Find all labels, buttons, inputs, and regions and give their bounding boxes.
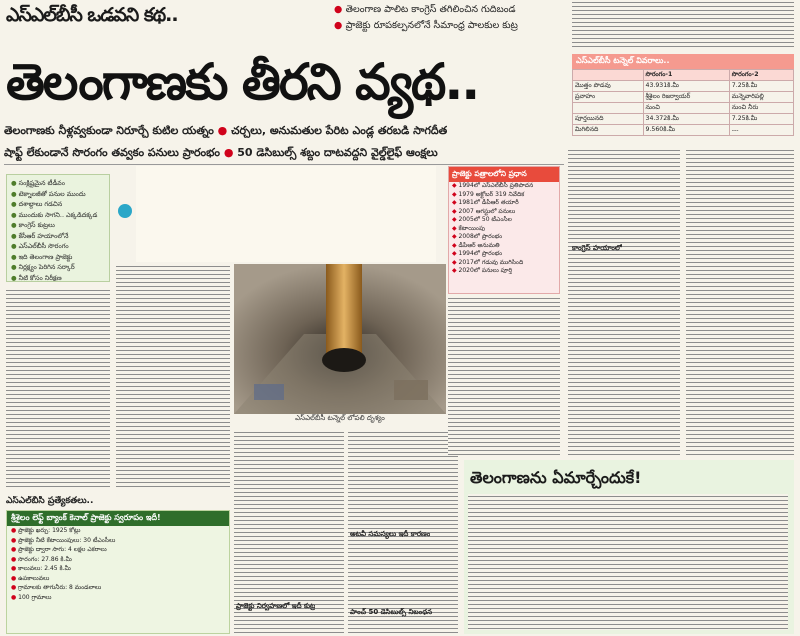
list-item: ◆ 1981లో డీపీఆర్‌ తయారీ — [449, 199, 559, 208]
list-item: ● కాలువలు: 2.45 కి.మీ — [7, 564, 229, 574]
table-title: ఎస్‌ఎల్‌బీసీ టన్నెల్‌ వివరాలు.. — [572, 54, 794, 69]
list-item: ◆ 2017లో గడువు ముగిసింది — [449, 259, 559, 268]
list-item: ◆ 2020లో పనులు పూర్తి — [449, 267, 559, 276]
list-item: ● కాంగ్రెస్‌ కుట్రలు — [11, 220, 105, 231]
table-row: పూర్తయినది 34.372కి.మీ 7.25కి.మీ — [573, 114, 794, 125]
list-item: ● దశాబ్దాలు గడచిన — [11, 199, 105, 210]
bullet-dot-icon: ● — [223, 146, 238, 159]
list-item: ● ప్రాజెక్టు ఖర్చు: 1925 కోట్లు — [7, 526, 229, 536]
subline: షాఫ్ట్‌ లేకుండానే సొరంగం తవ్వకం పనులు ప్రారంభం ● 50 డెసిబుల్స్‌ శబ్దం దాటవద్దని వైల్డ్‌లైఫ్‌ ఆంక్షలు — [4, 146, 438, 159]
list-item: ● 100 గ్రామాలు — [7, 593, 229, 603]
list-item: ● నిర్లక్ష్యం పెరిగిన సర్కార్‌ — [11, 262, 105, 273]
bullet-item: ● తెలంగాణ పాలిట కాంగ్రెస్‌ తగిలించిన గుదిబండ — [334, 4, 516, 15]
bottom-article — [464, 460, 794, 634]
article-column — [6, 288, 110, 488]
list-item: ◆ 2007 ఆగస్టులో పనులు — [449, 208, 559, 217]
table — [572, 69, 794, 136]
list-item: ● గ్రామాలకు తాగునీరు: 8 మండలాలు — [7, 583, 229, 593]
tunnel-image — [234, 264, 446, 414]
list-item: ◆ 1979 అక్టోబర్‌ 319 నివేదిక — [449, 191, 559, 200]
list-item: ● కేసీఆర్‌ హయాంలోనే — [11, 231, 105, 242]
intro-text-box — [136, 166, 436, 262]
list-item: ● ఉపకాలువలు — [7, 574, 229, 584]
project-timeline-box — [448, 166, 560, 294]
tunnel-photo — [234, 264, 446, 414]
list-item: ● నీటి కోసం నిరీక్షణ — [11, 273, 105, 283]
subhead: కాంగ్రెస్‌ హయాంలో — [572, 244, 623, 252]
table-row: ప్రవాహం శ్రీశైలం రిజర్వాయర్‌ మన్నెవారిపల్లి — [573, 92, 794, 103]
list-item: ◆ 2005లో 50 టీఎంసీల — [449, 216, 559, 225]
subhead: పాంచ్‌ 50 డెసిబుల్స్‌ నిబంధన — [350, 608, 433, 616]
tunnel-details-table — [572, 54, 794, 144]
headline-bullets — [334, 2, 564, 42]
list-item: ◆ 1994లో ప్రారంభం — [449, 250, 559, 259]
article-column — [448, 296, 560, 456]
list-item: ● ప్రాజెక్టు నీటి కేటాయింపులు: 30 టీఎంసీలు — [7, 536, 229, 546]
list-item: ● టెక్నాలజీతో పనుల ముందు — [11, 189, 105, 200]
divider — [4, 164, 564, 165]
list-item: ● ముందుకు సాగని.. ఎక్కడిదక్కడ — [11, 210, 105, 221]
bullet-dot-icon: ● — [217, 124, 232, 137]
list-item: ◆ డీపీఆర్‌ అనుమతి — [449, 242, 559, 251]
list-item: ◆ కేటాయింపు — [449, 225, 559, 234]
list-item: ● ప్రాజెక్టు ద్వారా సాగు: 4 లక్షల ఎకరాలు — [7, 545, 229, 555]
box-title: ప్రాజెక్టు పత్రాలలోని ప్రధాన — [449, 167, 559, 182]
top-right-article — [572, 0, 794, 50]
kicker-title: ఎస్‌ఎల్‌బీసీ ఒడవని కథ.. — [6, 4, 178, 26]
project-details-box — [6, 510, 230, 634]
bullet-dot-icon: ● — [334, 4, 346, 15]
table-row: నుంచి నుంచి నీరు — [573, 103, 794, 114]
article-column — [686, 148, 794, 456]
article-column — [116, 264, 230, 490]
list-item: ● ఇది తెలంగాణ ప్రాజెక్టు — [11, 252, 105, 263]
article-column — [568, 148, 680, 456]
list-item: ◆ 2008లో ప్రారంభం — [449, 233, 559, 242]
box-label: ఎస్‌ఎల్‌బీసీ ప్రత్యేకతలు.. — [6, 496, 94, 506]
bullet-item: ● ప్రాజెక్టు రూపకల్పనలోనే సీమాంధ్ర పాలకుల కుట్ర — [334, 20, 518, 31]
bullet-dot-icon: ● — [334, 20, 346, 31]
photo-caption: ఎస్‌ఎల్‌బీసీ టన్నెల్‌ లోపలి దృశ్యం — [295, 414, 385, 422]
table-row: మిగిలినది 9.560కి.మీ --- — [573, 125, 794, 136]
box-title: శ్రీశైలం లెఫ్ట్‌ బ్యాంక్‌ కెనాల్‌ ప్రాజెక్టు స్వరూపం ఇదీ! — [7, 511, 229, 526]
main-headline: తెలంగాణకు తీరని వ్యథ.. — [6, 53, 479, 111]
subhead: అటవీ సమస్యలు ఇదీ కారణం — [350, 530, 431, 538]
water-drop-icon — [118, 204, 132, 218]
table-row: మొత్తం పొడవు 43.931కి.మీ 7.25కి.మీ — [573, 81, 794, 92]
article-column — [468, 494, 788, 630]
subhead: ప్రాజెక్టు నిర్వహణలో ఇదీ కుట్ర — [236, 602, 316, 610]
list-item: ● సొరంగం: 27.86 కి.మీ — [7, 555, 229, 565]
list-item: ● ఎస్‌ఎల్‌బీసీ సొరంగం — [11, 241, 105, 252]
list-item: ● సంక్లిష్టమైన టీడీవం — [11, 178, 105, 189]
key-points-sidebox — [6, 174, 110, 282]
bottom-article-heading: తెలంగాణను ఏమార్చేందుకే! — [470, 468, 642, 487]
list-item: ◆ 1994లో ఎస్‌ఎల్‌బీసీ ప్రతిపాదన — [449, 182, 559, 191]
subline: తెలంగాణకు నీళ్లవ్వకుండా నిరూర్చే కుటిల యత్నం ● చర్చలు, అనుమతుల పేరిట ఎండ్ల తరబడి సాగదీత — [4, 124, 448, 137]
table-header-row: సొరంగం-1 సొరంగం-2 — [573, 70, 794, 81]
